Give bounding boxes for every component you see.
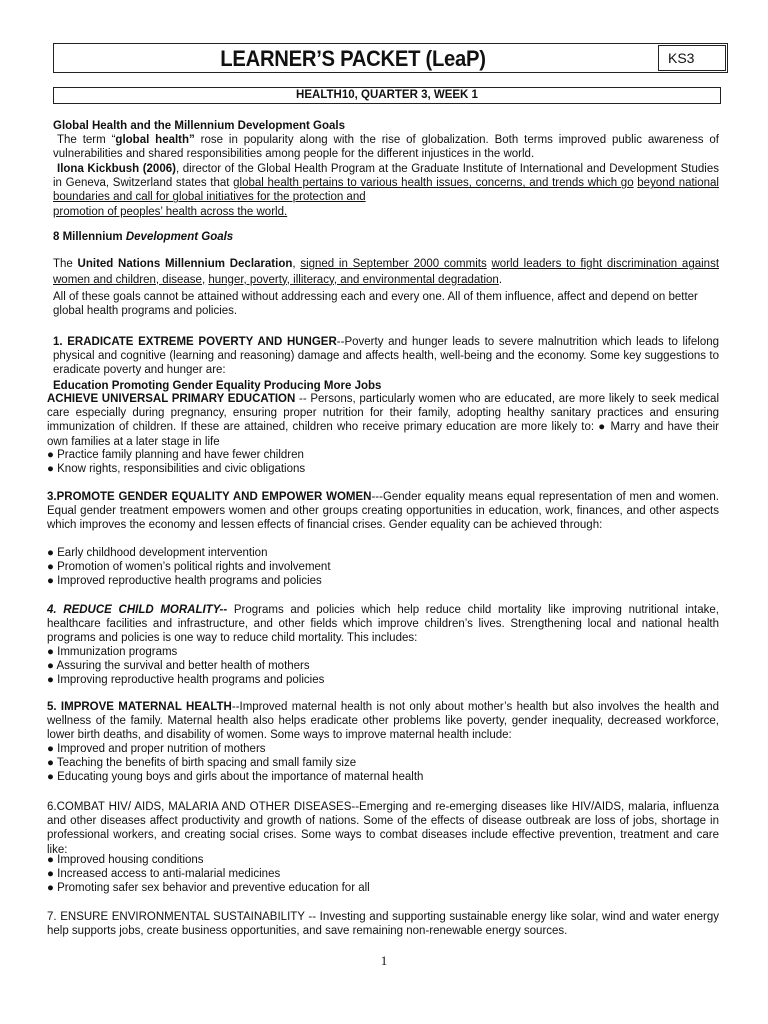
text: Programs and policies which help reduce child mortality like improving nutritional intake, healthcare facilities and infrastructure, and other fields which improve children’s lives. Strengthening local and national health programs and policies is one way to reduce child mortality. This includes: xyxy=(47,604,719,645)
list-item: ● Practice family planning and have fewer children xyxy=(47,449,304,461)
goal-5-paragraph xyxy=(47,700,719,743)
list-item: ● Improved reproductive health programs and policies xyxy=(47,575,322,588)
text: , director of the Global Health Program at the Graduate Institute of International and Development Studies in Geneva, Switzerland states that xyxy=(53,163,719,190)
list-item: ● Improved housing conditions xyxy=(47,854,204,866)
page-number: 1 xyxy=(380,953,388,968)
goal-6-paragraph: 6.COMBAT HIV/ AIDS, MALARIA AND OTHER DISEASES--Emerging and re-emerging diseases like HIV/AIDS, malaria, influenza and other diseases affect productivity and growth of nations. Some of the effects of disease outbreak are loss of jobs, shortage in professional workers, and creating social crises. Some ways to combat diseases include effective prevention, treatment and care like: xyxy=(47,801,719,856)
list-item: ● Promotion of women’s political rights and involvement xyxy=(47,561,331,574)
underlined-text: signed in September 2000 commits xyxy=(300,258,487,270)
list-item: ● Know rights, responsibilities and civic obligations xyxy=(47,463,306,476)
list-item: ● Improving reproductive health programs and policies xyxy=(47,674,325,687)
underlined-text: global health pertains to various health issues, concerns, and trends which go xyxy=(233,177,634,190)
text: The xyxy=(53,258,78,270)
section-heading-mdg xyxy=(53,230,233,244)
section-heading-global-health: Global Health and the Millennium Development Goals xyxy=(53,120,346,132)
text: --Improved maternal health is not only about mother’s health but also involves the health and wellness of the family. Maternal health also helps eradicate other problems like poverty, gender inequality, decreased workforce, lower birth deaths, and disability of women. Some ways to improve maternal health include: xyxy=(47,701,719,742)
list-item: ● Teaching the benefits of birth spacing and small family size xyxy=(47,757,357,770)
goal-6-list xyxy=(47,853,719,896)
goal-3-paragraph xyxy=(47,490,719,533)
text: The term “ xyxy=(57,134,116,146)
list-item: ● Promoting safer sex behavior and preventive education for all xyxy=(47,882,370,895)
goal-5-heading: 5. IMPROVE MATERNAL HEALTH xyxy=(47,701,232,713)
text: rose in popularity along with the rise of globalization. Both terms improved public awareness of vulnerabilities and shared responsibilities among people for the different injustices in the world. xyxy=(53,134,719,161)
goal-1-bold-line: Education Promoting Gender Equality Producing More Jobs xyxy=(53,380,382,392)
goal-5-list xyxy=(47,742,719,785)
term-global-health: global health” xyxy=(115,134,195,146)
list-item: ● Increased access to anti-malarial medicines xyxy=(47,868,281,881)
text: -- Persons, particularly women who are educated, are more likely to seek medical care especially during pregnancy, ensuring proper nutrition for their family, adopting healthy sanitary practices and ensuring immunization of children. If these are attained, children who receive primary education are more likely to: xyxy=(47,393,719,434)
goal-4-heading: 4. REDUCE CHILD MORALITY-- xyxy=(47,604,228,616)
underlined-text: promotion of peoples’ health across the world. xyxy=(53,205,288,218)
list-item: ● Early childhood development intervention xyxy=(47,547,268,559)
text: Development Goals xyxy=(125,231,234,243)
goal-2-paragraph xyxy=(47,392,719,449)
goal-4-paragraph xyxy=(47,603,719,646)
paragraph-global-health xyxy=(53,133,719,161)
underlined-text: world leaders to fight discrimination against women and children, disease, xyxy=(53,258,720,286)
text: --Poverty and hunger leads to severe malnutrition which leads to lifelong physical and cognitive (learning and reasoning) damage and affects health, well-being and the economy. Some key suggestions to eradicate poverty and hunger are: xyxy=(53,336,720,377)
goal-1-heading: 1. ERADICATE EXTREME POVERTY AND HUNGER xyxy=(53,336,337,348)
goal-4-list xyxy=(47,645,719,688)
goal-2-heading: ACHIEVE UNIVERSAL PRIMARY EDUCATION xyxy=(47,393,296,405)
paragraph-kickbush xyxy=(53,162,719,219)
goal-3-list xyxy=(47,546,719,589)
author-name: Ilona Kickbush (2006) xyxy=(57,163,176,175)
paragraph-un-declaration xyxy=(53,257,719,288)
text: 8 Millennium xyxy=(53,231,126,243)
list-item: ● Improved and proper nutrition of mothers xyxy=(47,743,266,755)
paragraph-all-goals: All of these goals cannot be attained without addressing each and every one. All of them influence, affect and depend on better global health programs and policies. xyxy=(53,291,698,318)
goal-2-list xyxy=(47,448,719,476)
goal-3-heading: 3.PROMOTE GENDER EQUALITY AND EMPOWER WOMEN xyxy=(47,491,372,503)
goal-1-paragraph xyxy=(53,335,719,378)
list-item: ● Assuring the survival and better health of mothers xyxy=(47,660,310,673)
page-title: LEARNER’S PACKET (LeaP) xyxy=(220,46,486,71)
underlined-text: hunger, poverty, illiteracy, and environmental degradation xyxy=(208,273,499,286)
code-badge: KS3 xyxy=(658,45,726,71)
list-item: ● Immunization programs xyxy=(47,646,178,658)
text: ---Gender equality means equal representation of men and women. Equal gender treatment empowers women and other groups creating opportunities in education, work, finances, and other aspects which improves the economy and lessen effects of financial crises. Gender equality can be achieved through: xyxy=(47,491,719,532)
list-item: ● Marry and have their own families at a later stage in life xyxy=(47,421,719,448)
subtitle-banner: HEALTH10, QUARTER 3, WEEK 1 xyxy=(53,87,721,104)
text: . xyxy=(498,273,503,286)
declaration-name: United Nations Millennium Declaration xyxy=(77,258,293,270)
list-item: ● Educating young boys and girls about the importance of maternal health xyxy=(47,771,424,784)
text: , xyxy=(292,258,301,270)
underlined-text: beyond national boundaries and call for global initiatives for the protection and xyxy=(53,177,719,204)
goal-7-paragraph: 7. ENSURE ENVIRONMENTAL SUSTAINABILITY -- Investing and supporting sustainable energy like solar, wind and water energy help supports jobs, create business opportunities, and save remaining non-renewable energy sources. xyxy=(47,911,719,938)
